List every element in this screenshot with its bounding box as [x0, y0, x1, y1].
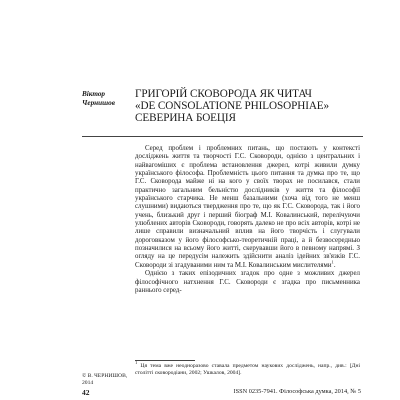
title-line-1: ГРИГОРІЙ СКОВОРОДА ЯК ЧИТАЧ [135, 88, 312, 100]
footnote-ref: 1 [331, 259, 334, 265]
title-divider [82, 136, 363, 137]
journal-footer: ISSN 0235-7941. Філософська думка, 2014, № 5 [233, 388, 361, 395]
author-first-name: Віктор [82, 90, 106, 98]
body-paragraph-1 [135, 145, 360, 270]
footnote-text: Ця тема вже неодноразово ставала предметом наукових досліджень, напр., див.: [Дні столітті сковородіани, 2002; Ушкалов, 2004]. [135, 363, 360, 376]
copyright-line-2: 2014 [82, 379, 94, 386]
footnote-divider [135, 360, 195, 361]
author-last-name: Чернишов [82, 99, 115, 107]
article-body [135, 145, 360, 295]
body-paragraph-2: Однією з таких епізодичних згадок про одне з можливих джерел філософічного натхнення Г.С. Сковороди є згадка про письменника раннього серед- [135, 270, 360, 294]
article-title [135, 88, 360, 124]
body-paragraph-1-end: . [333, 261, 336, 269]
author-name [82, 90, 136, 108]
page-number: 42 [82, 388, 90, 397]
title-line-3: СЕВЕРИНА БОЕЦІЯ [135, 112, 236, 124]
body-paragraph-1-text: Серед проблем і проблемних питань, що постають у контексті досліджень життя та творчості Г.С. Сковороди, однією з центральних і найвагоміших є проблема встановлення джерел, котрі живили думку українського філософа. Проблемність цього питання та думка про те, що Г.С. Сковорода майже ні на кого у своїх творах не посилався, стали практично загальним бельністю дослідників у життя та філософії українського старчика. Не менш базальними (хоча від того не менш слушними) видаються твердження про те, що як Г.С. Сковорода, так і його учень, близький друг і перший біограф М.І. Ковалинський, перелічуючи улюблених авторів Сковороди, говорять далеко не про всіх авторів, котрі не лише справили визначальний вплив на його творчість і слугували дороговказом у його філософсько-теоретичній праці, а й безвосереднью позначилися на всьому його житті, скерувавши його в певному напрямі. З огляду на це передусім належить здійснити аналіз ідейних зв'язків Г.С. Сковороди зі згадуваними ним та М.І. Ковалинським мислителями [135, 145, 360, 269]
title-line-2: «DE CONSOLATIONE PHILOSOPHIAE» [135, 100, 330, 112]
copyright-notice [82, 373, 136, 386]
footnote [135, 360, 360, 377]
copyright-line-1: © В. ЧЕРНИШОВ, [82, 373, 128, 379]
footnote-marker: 1 [135, 360, 138, 366]
